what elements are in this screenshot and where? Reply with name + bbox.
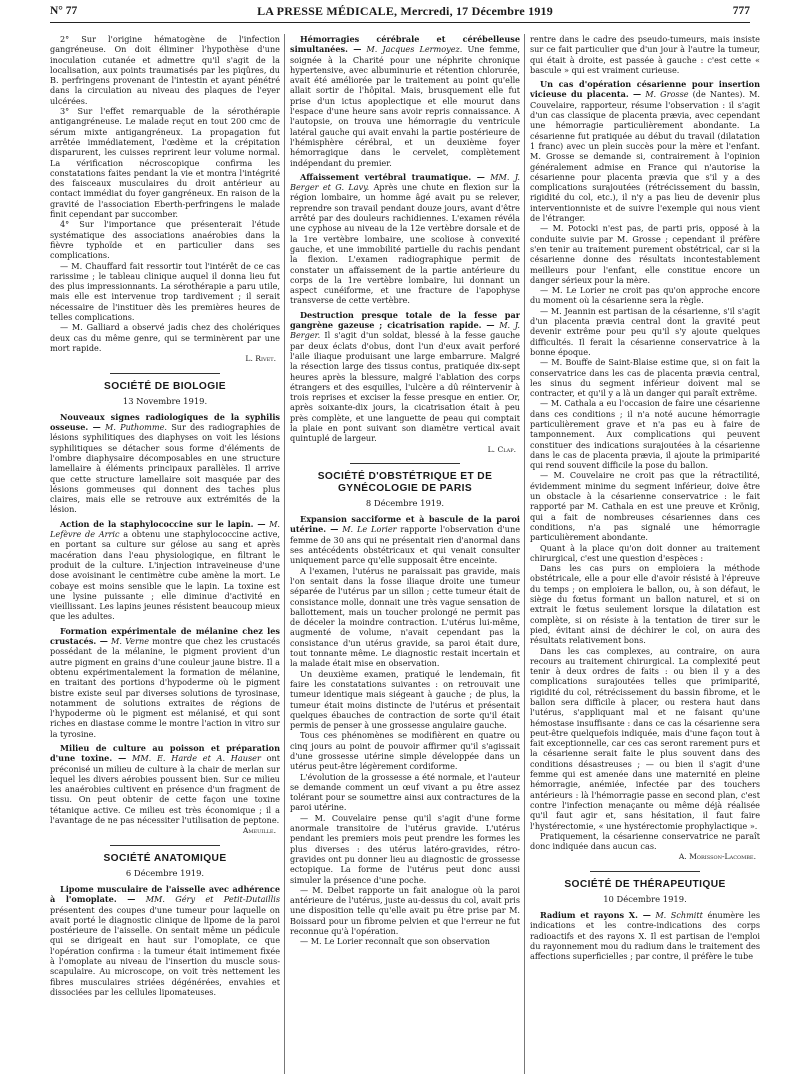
section-title: SOCIÉTÉ ANATOMIQUE [103,852,227,864]
section-date: 10 Décembre 1919. [603,893,687,904]
article [50,884,280,997]
section-date: 8 Décembre 1919. [365,497,445,508]
article-text: (de Nantes). M. Couvelaire, rapporteur, résume l'observation : il s'agit d'un cas classique de placenta prævia, avec cependant une hémorragie particulièrement abondante. La césarienne fut pratiquée au début du travail (dilatation 1 franc) avec un plein succès pour la mère et l'enfant. M. Grosse se demande si, contrairement à l'opinion généralement admise en France qui n'autorise la césarienne pour placenta prævia que s'il y a des complications surajoutées (rétrécissement du bassin, rigidité du col, etc.), il n'y a pas lieu de devenir plus interventionniste et de suivre l'exemple qui nous vient de l'étranger. [530,89,760,224]
column-3 [530,34,760,1074]
paragraph: 3° Sur l'effet remarquable de la sérothérapie antigangréneuse. Le malade reçut en tout 200 cmc de sérum mixte antigangréneux. La propagation fut arrêtée immédiatement, l'œdème et la crépitation disparurent, les cuisses reprirent leur volume normal. La vérification nécroscopique confirma les constatations faites pendant la vie et montra l'intégrité des faisceaux musculaires du droit antérieur au contact immédiat du foyer gangréneux. En raison de la gravité de l'association Eberth-perfringens le malade finit cependant par succomber. [50,106,280,220]
paragraph: — M. Bouffe de Saint-Blaise estime que, si on fait la conservatrice dans les cas de placenta prævia central, les sinus du segment inférieur doivent mal se contracter, et qu'il y a là un danger qui paraît extrême. [530,357,760,399]
paragraph: — M. Galliard a observé jadis chez des cholériques deux cas du même genre, qui se terminèrent par une mort rapide. [50,322,280,353]
article-text: Il s'agit d'un soldat, blessé à la fesse gauche par deux éclats d'obus, dont l'un d'eux avait perforé l'aile iliaque produisant une large embarrure. Malgré la résection large des tissus contus, pratiquée dix-sept heures après la blessure, malgré l'ablation des corps étrangers et des esquilles, l'ulcère a dû réintervenir à trois reprises et exciser la fesse presque en entier. Or, après soixante-dix jours, la cicatrisation était à peu près complète, et une languette de peau qui comptait la plaie en pont suivant son diamètre vertical avait quintuplé de largeur. [290,330,520,444]
journal-title: LA PRESSE MÉDICALE, Mercredi, 17 Décembre 1919 [257,3,553,18]
article-title: Hémorragies cérébrale et cérébelleuse simultanées. — [290,34,520,55]
paragraph: — M. Le Lorier ne croit pas qu'on approche encore du moment où la césarienne sera la règle. [530,285,760,306]
article-author: M. Puthomme. [105,422,167,433]
article [50,743,280,825]
paragraph: Pratiquement, la césarienne conservatrice ne paraît donc indiquée dans aucun cas. [530,830,760,852]
section-title: SOCIÉTÉ D'OBSTÉTRIQUE ET DE GYNÉCOLOGIE DE PARIS [317,470,493,494]
article [290,34,520,168]
article-author: M. Lefèvre de Arric [50,518,280,540]
section-rule [110,373,220,374]
article-title: Nouveaux signes radiologiques de la syphilis osseuse. — [50,411,280,433]
paragraph: — M. Potocki n'est pas, de parti pris, opposé à la conduite suivie par M. Grosse ; cependant il préfère s'en tenir au traitement purement obstétrical, car si la césarienne donne des résultats incontestablement meilleurs pour l'enfant, elle constitue encore un danger sérieux pour la mère. [530,223,760,285]
article-title: Formation expérimentale de mélanine chez les crustacés. — [50,625,280,647]
paragraph: Dans les cas complexes, au contraire, on aura recours au traitement chirurgical. La complexité peut tenir à deux ordres de faits : ou bien il y a des complications surajoutées telles que primiparité, rigidité du col, rétrécissement du bassin fibrome, et le ballon sera difficile à placer, ou restera haut dans l'utérus, s'appliquant mal et ne faisant qu'une hémostase insuffisante : dans ce cas la césarienne sera peut-être quelquefois indiquée, mais d'une façon tout à fait exceptionnelle, car ces cas seront rarement purs et la césarienne serait faite le plus souvent dans des conditions désastreuses ; — ou bien il s'agit d'une femme qui est amenée dans une maternité en pleine hémorragie, anémiée, infectée par des touchers antérieurs : là l'hémorragie passe en second plan, c'est contre l'infection menaçante ou même déjà réalisée qu'il faut agir et, sans hésitation, il faut faire l'hystérectomie, « une hystérectomie prophylactique ». [530,645,760,831]
section-date: 13 Novembre 1919. [122,395,208,406]
signature: L. Clap. [487,444,516,454]
section-rule [350,463,460,464]
page-header [50,0,750,23]
article-text: a obtenu une staphylococcine active, en portant sa culture sur gélose au sang et après macération dans l'eau physiologique, en filtrant le produit de la culture. L'injection intraveineuse d'une dose avoisinant le centimètre cube amène la mort. Le cobaye est moins sensible que le lapin. La toxine est une lysine puissante ; elle diminue d'activité en vieillissant. Les lapins jeunes résistent beaucoup mieux que les adultes. [50,529,280,622]
paragraph: L'évolution de la grossesse a été normale, et l'auteur se demande comment un œuf vivant a pu être assez tolérant pour se soumettre ainsi aux contractures de la paroi utérine. [290,771,520,813]
paragraph: — M. Couvelaire ne croit pas que la rétractilité, évidemment minime du segment inférieur, doive être un obstacle à la césarienne conservatrice : le fait rapporté par M. Cathala en est une preuve et Krönig, qui a fait de nombreuses césariennes dans ces conditions, n'a pas signalé une hémorragie particulièrement abondante. [530,470,760,543]
article-text: rapporte l'observation d'une femme de 30 ans qui ne présentait rien d'anormal dans ses antécédents obstétricaux et qui venait consulter uniquement parce qu'elle supposait être enceinte. [290,524,520,566]
article-author: M. Verne [111,636,150,647]
article-author: M. J. Berger. [290,320,520,341]
paragraph: Quant à la place qu'on doit donner au traitement chirurgical, c'est une question d'espèces : [530,542,760,563]
article-author: MM. Géry et Petit-Dutaillis [145,894,280,905]
article [290,310,520,444]
article-author: M. Le Lorier [342,524,397,535]
section-date: 6 Décembre 1919. [125,867,205,878]
article-title: Destruction presque totale de la fesse par gangrène gazeuse ; cicatrisation rapide. — [290,309,520,331]
column-1 [50,34,280,1074]
paragraph: — M. Cathala a eu l'occasion de faire une césarienne dans ces conditions ; il n'a noté aucune hémorragie particulièrement grave et n'a pas eu à faire de tamponnement. Aux complications qui peuvent constituer des indications surajoutées à la césarienne dans le cas de placenta prævia, il ajoute la primiparité qui rend souvent difficile la pose du ballon. [530,398,760,471]
article [530,79,760,223]
article-text: ont préconisé un milieu de culture à la chair de merlan sur lequel les divers aérobies poussent bien. Sur ce milieu les anaérobies cultivent en présence d'un fragment de tissu. On peut obtenir de cette façon une toxine tétanique active. Ce milieu est très économique ; il a l'avantage de ne pas nécessiter l'utilisation de peptone. [50,753,280,826]
paragraph: — M. Couvelaire pense qu'il s'agit d'une forme anormale transitoire de l'utérus gravide. L'utérus pendant les premiers mois peut prendre les formes les plus diverses : des utérus latéro-gravides, rétro-gravides ont pu donner lieu au diagnostic de grossesse ectopique. La forme de l'utérus peut donc aussi simuler la présence d'une poche. [290,812,520,885]
article-author: MM. E. Harde et A. Hauser [132,753,261,764]
paragraph: Un deuxième examen, pratiqué le lendemain, fit faire les constatations suivantes : on retrouvait une tumeur identique mais siégeant à gauche ; de plus, la tumeur était moins distincte de l'utérus et présentait quelques ébauches de contraction de sorte qu'il était permis de penser à une grossesse angulaire gauche. [290,668,520,731]
article-text: énumère les indications et les contre-indications des corps radioactifs et des rayons X. Il est partisan de l'emploi du rayonnement mou du radium dans le traitement des affections superficielles ; par contre, il préfère le tube [530,910,760,962]
paragraph: 2° Sur l'origine hématogène de l'infection gangréneuse. On doit éliminer l'hypothèse d'une inoculation cutanée et admettre qu'il s'agit de la localisation, aux points traumatisés par les piqûres, du B. perfringens provenant de l'intestin et ayant pénétré dans la circulation au niveau des plaques de l'eyer ulcérées. [50,34,280,106]
paragraph: rentre dans le cadre des pseudo-tumeurs, mais insiste sur ce fait particulier que d'un jour à l'autre la tumeur, qui était à droite, est passée à gauche : c'est cette « bascule » qui est vraiment curieuse. [530,34,760,75]
column-2 [290,34,520,1074]
article [530,910,760,961]
article-author: M. Jacques Lermoyez. [366,44,463,55]
signature: Ameuille. [242,826,276,836]
paragraph: — M. Le Lorier reconnaît que son observation [300,936,490,947]
article-text: Après une chute en flexion sur la région lombaire, un homme âgé avait pu se relever, reprendre son travail pendant douze jours, avant d'être arrêté par des douleurs rachidiennes. L'examen révéla une cyphose au niveau de la 12e vertèbre dorsale et de la 1re vertèbre lombaire, une scoliose à convexité gauche, et une immobilité partielle du rachis pendant la flexion. L'examen radiographique permit de constater un affaissement de la partie antérieure du corps de la 1re vertèbre lombaire, lui donnant un aspect cunéiforme, et une fracture de l'apophyse transverse de cette vertèbre. [290,182,520,306]
signature: L. Rivet. [245,354,276,364]
signature: A. Morisson-Lacombe. [678,852,756,862]
article [290,514,520,565]
article-text: Sur des radiographies de lésions syphilitiques des diaphyses on voit les lésions syphilitiques se détacher sous forme d'éléments de l'ombre diaphysaire décomposables en une structure lamellaire à éléments principaux parallèles. Il arrive que cette structure lamellaire soit masquée par des lésions gommeuses qui donnent des taches plus claires, mais elle se retrouve aux extrémités de la lésion. [50,422,280,515]
article-author: M. Schmitt [655,910,703,921]
article-title: Milieu de culture au poisson et préparation d'une toxine. — [50,743,280,764]
paragraph: A l'examen, l'utérus ne paraissait pas gravide, mais l'on sentait dans la fosse iliaque droite une tumeur séparée de l'utérus par un sillon ; cette tumeur était de consistance molle, donnait une très vague sensation de ballottement, mais un toucher prolongé ne permit pas de déceler la moindre contraction. L'utérus lui-même, augmenté de volume, n'avait cependant pas la consistance d'un utérus gravide, sa paroi était dure, tout tonnante même. Le diagnostic restait incertain et la malade était mise en observation. [290,565,520,669]
paragraph: — M. Jeannin est partisan de la césarienne, s'il s'agit d'un placenta prævia central dont la gravité peut devenir extrême pour peu qu'il s'y ajoute quelques difficultés. Il ferait la césarienne conservatrice à la bonne époque. [530,305,760,357]
paragraph: Tous ces phénomènes se modifièrent en quatre ou cinq jours au point de pouvoir affirmer qu'il s'agissait d'une grossesse utérine simple développée dans un utérus peut-être légèrement cordiforme. [290,730,520,772]
article-author: M. Grosse [645,89,689,100]
section-title: SOCIÉTÉ DE THÉRAPEUTIQUE [564,878,726,890]
section-title: SOCIÉTÉ DE BIOLOGIE [104,380,226,392]
paragraph: — M. Delbet rapporte un fait analogue où la paroi antérieure de l'utérus, juste au-dessus du col, avait pris une disposition telle qu'elle avait pu être prise par M. Boissard pour un fibrome pelvien et que l'erreur ne fut reconnue qu'à l'opération. [290,884,520,937]
columns [50,34,760,1074]
article-title: Action de la staphylococcine sur le lapin. — [60,518,266,529]
article [50,412,280,515]
article-title: Expansion sacciforme et à bascule de la paroi utérine. — [290,514,520,535]
page-number: 777 [732,5,750,17]
article-title: Radium et rayons X. — [540,910,651,921]
article-text: montre que chez les crustacés possédant de la mélanine, le pigment provient d'un autre pigment en grains d'une couleur jaune bistre. Il a obtenu expérimentalement la formation de mélanine, en traitant des portions d'hypoderme où le pigment bistre existe seul par diverses solutions de tyrosinase, notamment de solutions extraites de régions de l'hypoderme où le pigment est mélanisé, et qui sont riches en diastase comme le montre l'action in vitro sur la tyrosine. [50,636,280,739]
article-author: MM. J. Berger et G. Lavy. [290,171,520,193]
article-title: Lipome musculaire de l'aisselle avec adhérence à l'omoplate. — [50,883,280,905]
section-rule [110,845,220,846]
paragraph: 4° Sur l'importance que présenterait l'étude systématique des associations anaérobies dans la fièvre typhoïde et en particulier dans ses complications. [50,219,280,261]
article [290,172,520,306]
article-title: Affaissement vertébral traumatique. — [300,171,485,182]
paragraph: Dans les cas purs on emploiera la méthode obstétricale, elle a pour elle d'avoir résisté à l'épreuve du temps ; on emploiera le ballon, ou, à son défaut, le siège du fœtus formant un ballon naturel, et si on extrait le fœtus seulement lorsque la dilatation est complète, si on résiste à la tentation de tirer sur le pied, évitant ainsi de déchirer le col, on aura des résultats relativement bons. [530,563,760,646]
article [50,626,280,739]
section-rule [590,871,700,872]
article-text: Une femme, soignée à la Charité pour une néphrite chronique hypertensive, avec albuminurie et rétention chlorurée, avait été améliorée par le traitement au point qu'elle allait sortir de l'hôpital. Mais, brusquement elle fut prise d'un ictus apoplectique et elle mourut dans l'espace d'une heure sans avoir repris connaissance. A l'autopsie, on trouva une hémorragie du ventricule latéral gauche qui avait envahi la partie postérieure de l'hémisphère cérébral, et un deuxième foyer hémorragique dans le cervelet, complètement indépendant du premier. [290,44,520,168]
article [50,519,280,622]
article-text: présentent des coupes d'une tumeur pour laquelle on avait porté le diagnostic clinique de lipome de la paroi postérieure de l'aisselle. On sentait même un pédicule qui se dirigeait en haut sur l'omoplate, ce que l'opération confirma : la tumeur était intimement fixée à l'omoplate au niveau de l'insertion du muscle sous-scapulaire. Au microscope, on voit très nettement les fibres musculaires striées dégénérées, envahies et dissociées par les cellules lipomateuses. [50,904,280,997]
article-title: Un cas d'opération césarienne pour insertion vicieuse du placenta. — [530,79,760,100]
paragraph: — M. Chauffard fait ressortir tout l'intérêt de ce cas rarissime ; le tableau clinique auquel il donna lieu fut des plus impressionnants. La sérothérapie a paru utile, mais elle est intervenue trop tardivement ; il serait nécessaire de l'instituer dès les premières heures de telles complications. [50,260,280,323]
issue-number: N° 77 [50,5,78,17]
